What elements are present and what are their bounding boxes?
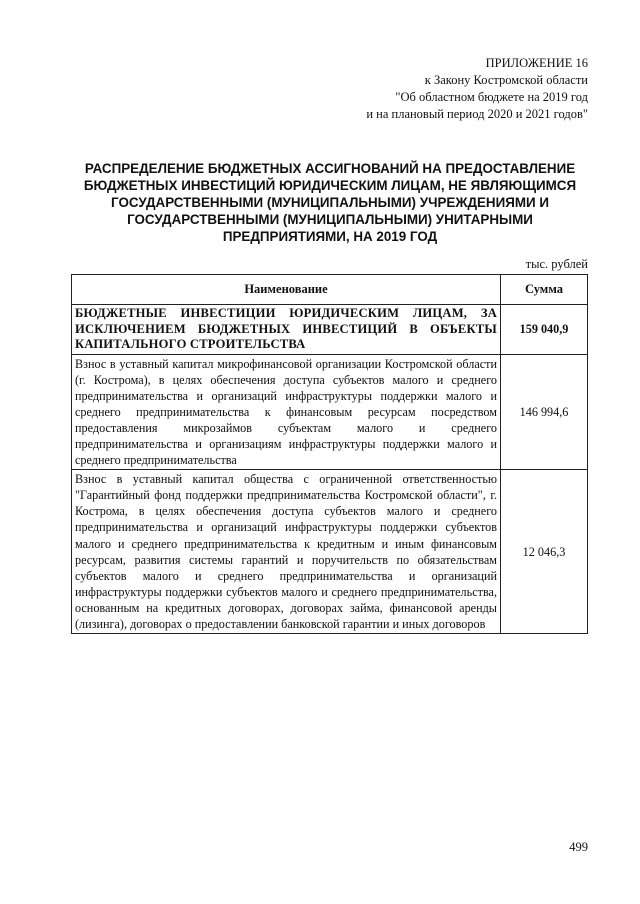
table-header-row — [72, 275, 588, 305]
units-label: тыс. рублей — [525, 257, 588, 271]
title-line: РАСПРЕДЕЛЕНИЕ БЮДЖЕТНЫХ АССИГНОВАНИЙ НА ПРЕДОСТАВЛЕНИЕ — [84, 161, 576, 176]
row-name: Взнос в уставный капитал общества с ограниченной ответственностью "Гарантийный фонд поддержки предпринимательства Костромской области", г. Кострома, в целях обеспечения доступа субъектов малого и среднего предпринимательства и организаций инфраструктуры поддержки субъектов малого и среднего предпринимательства к кредитным и иным финансовым ресурсам, развития системы гарантий и поручительств по обязательствам субъектов малого и среднего предпринимательства и организаций инфраструктуры поддержки субъектов малого и среднего предпринимательства, основанным на кредитных договорах, договорах займа, финансовой аренды (лизинга), договорах о предоставлении банковской гарантии и иных договоров — [72, 470, 501, 634]
table-row — [72, 470, 588, 634]
title-line: ПРЕДПРИЯТИЯМИ, НА 2019 ГОД — [222, 229, 438, 244]
appendix-header — [288, 55, 588, 123]
row-name: БЮДЖЕТНЫЕ ИНВЕСТИЦИИ ЮРИДИЧЕСКИМ ЛИЦАМ, ЗА ИСКЛЮЧЕНИЕМ БЮДЖЕТНЫХ ИНВЕСТИЦИЙ В ОБЪЕКТЫ КАПИТАЛЬНОГО СТРОИТЕЛЬСТВА — [72, 305, 501, 355]
header-sum: Сумма — [501, 275, 588, 305]
row-name: Взнос в уставный капитал микрофинансовой организации Костромской области (г. Кострома), в целях обеспечения доступа субъектов малого и среднего предпринимательства и организаций инфраструктуры поддержки малого и среднего предпринимательства к финансовым ресурсам посредством предоставления микрозаймов субъектам малого и среднего предпринимательства и организациям инфраструктуры поддержки малого и среднего предпринимательства — [72, 354, 501, 470]
appendix-law-period: и на плановый период 2020 и 2021 годов" — [366, 107, 588, 121]
row-sum: 159 040,9 — [501, 305, 588, 355]
header-name: Наименование — [72, 275, 501, 305]
appendix-law-ref: к Закону Костромской области — [424, 73, 588, 87]
appendix-number: ПРИЛОЖЕНИЕ 16 — [485, 56, 588, 70]
page-number: 499 — [569, 840, 588, 854]
appendix-law-title: "Об областном бюджете на 2019 год — [395, 90, 588, 104]
title-line: ГОСУДАРСТВЕННЫМИ (МУНИЦИПАЛЬНЫМИ) УЧРЕЖДЕНИЯМИ И — [111, 195, 549, 210]
title-line: БЮДЖЕТНЫХ ИНВЕСТИЦИЙ ЮРИДИЧЕСКИМ ЛИЦАМ, НЕ ЯВЛЯЮЩИМСЯ — [83, 178, 577, 193]
table-row-total — [72, 305, 588, 355]
budget-table — [71, 274, 588, 634]
table-row — [72, 354, 588, 470]
document-title — [70, 160, 590, 245]
title-line: ГОСУДАРСТВЕННЫМИ (МУНИЦИПАЛЬНЫМИ) УНИТАРНЫМИ — [127, 212, 533, 227]
row-sum: 146 994,6 — [501, 354, 588, 470]
row-sum: 12 046,3 — [501, 470, 588, 634]
